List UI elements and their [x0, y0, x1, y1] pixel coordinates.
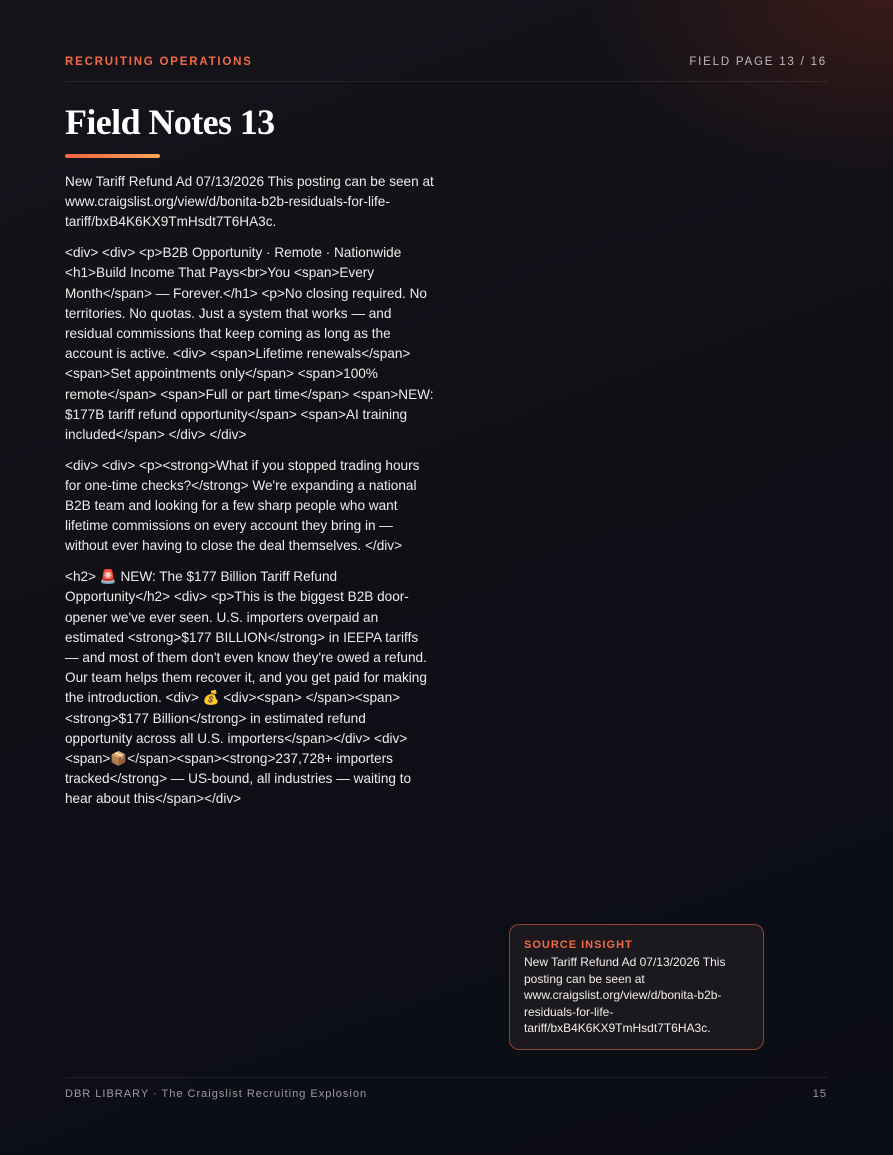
- body-paragraph: <h2> 🚨 NEW: The $177 Billion Tariff Refund Opportunity</h2> <div> <p>This is the biggest B2B door-opener we've ever seen. U.S. importers overpaid an estimated <strong>$177 BILLION</strong> in IEEPA tariffs — and most of them don't even know they're owed a refund. Our team helps them recover it, and you get paid for making the introduction. <div> 💰 <div><span> </span><span><strong>$177 Billion</strong> in estimated refund opportunity across all U.S. importers</span></div> <div><span>📦</span><span><strong>237,728+ importers tracked</strong> — US-bound, all industries — waiting to hear about this</span></div>: [65, 569, 427, 807]
- body-paragraph: New Tariff Refund Ad 07/13/2026 This posting can be seen at www.craigslist.org/view/d/bonita-b2b-residuals-for-life-tariff/bxB4K6KX9TmHsdt7T6HA3c.: [65, 174, 434, 230]
- title-accent-bar: [65, 154, 160, 158]
- body-text: [65, 172, 435, 820]
- insight-text: New Tariff Refund Ad 07/13/2026 This posting can be seen at www.craigslist.org/view/d/bonita-b2b-residuals-for-life-tariff/bxB4K6KX9TmHsdt7T6HA3c.: [524, 955, 726, 1035]
- header-divider: [65, 81, 827, 82]
- page-indicator: FIELD PAGE 13 / 16: [689, 56, 827, 68]
- insight-label: SOURCE INSIGHT: [524, 939, 633, 951]
- body-paragraph: <div> <div> <p><strong>What if you stopped trading hours for one-time checks?</strong> We're expanding a national B2B team and looking for a few sharp people who want lifetime commissions on every account they bring in — without ever having to close the deal themselves. </div>: [65, 457, 420, 554]
- page-title: Field Notes 13: [65, 102, 275, 142]
- source-insight-callout: [509, 924, 764, 1050]
- section-kicker: RECRUITING OPERATIONS: [65, 56, 253, 68]
- body-paragraph: <div> <div> <p>B2B Opportunity · Remote · Nationwide <h1>Build Income That Pays<br>You <span>Every Month</span> — Forever.</h1> <p>No closing required. No territories. No quotas. Just a system that works — and residual commissions that keep coming as long as the account is active. <div> <span>Lifetime renewals</span> <span>Set appointments only</span> <span>100% remote</span> <span>Full or part time</span> <span>NEW: $177B tariff refund opportunity</span> <span>AI training included</span> </div> </div>: [65, 245, 434, 442]
- page-number: 15: [812, 1088, 827, 1100]
- footer-caption: DBR LIBRARY · The Craigslist Recruiting Explosion: [65, 1088, 368, 1100]
- footer-divider: [65, 1077, 827, 1078]
